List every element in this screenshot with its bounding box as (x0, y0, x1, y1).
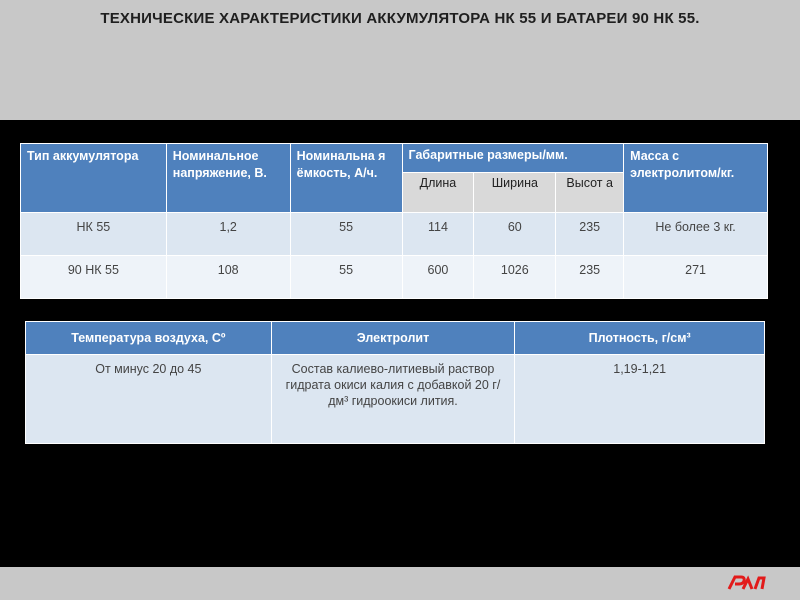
table-header-row (26, 322, 765, 355)
table-cell: 600 (402, 256, 474, 299)
table-cell: 55 (290, 256, 402, 299)
table-cell: От минус 20 до 45 (26, 355, 272, 444)
header-temperature: Температура воздуха, Сº (26, 322, 272, 355)
subheader-height: Высот а (556, 173, 624, 213)
table-cell: 1,19-1,21 (515, 355, 765, 444)
table-row (21, 256, 768, 299)
footer-band (0, 567, 800, 600)
table-row (26, 355, 765, 444)
table-header-row (21, 144, 768, 173)
table-cell: 235 (556, 213, 624, 256)
subheader-length: Длина (402, 173, 474, 213)
header-capacity: Номинальна я ёмкость, А/ч. (290, 144, 402, 213)
header-dimensions: Габаритные размеры/мм. (402, 144, 624, 173)
table-cell: 90 НК 55 (21, 256, 167, 299)
table-cell: 55 (290, 213, 402, 256)
table-cell: 271 (624, 256, 768, 299)
header-band (0, 0, 800, 120)
header-mass: Масса с электролитом/кг. (624, 144, 768, 213)
subheader-width: Ширина (474, 173, 556, 213)
electrolyte-table (25, 321, 765, 444)
table-cell: 114 (402, 213, 474, 256)
table-row (21, 213, 768, 256)
table-cell: 60 (474, 213, 556, 256)
rzd-logo-icon (726, 574, 768, 592)
table-cell: 235 (556, 256, 624, 299)
header-type: Тип аккумулятора (21, 144, 167, 213)
table-cell: 1,2 (166, 213, 290, 256)
table-cell: Не более 3 кг. (624, 213, 768, 256)
header-electrolyte: Электролит (271, 322, 515, 355)
battery-specs-table (20, 143, 768, 299)
table-cell: 108 (166, 256, 290, 299)
table-cell: НК 55 (21, 213, 167, 256)
slide-title: ТЕХНИЧЕСКИЕ ХАРАКТЕРИСТИКИ АККУМУЛЯТОРА НК 55 И БАТАРЕИ 90 НК 55. (100, 10, 700, 27)
table-cell: 1026 (474, 256, 556, 299)
header-density: Плотность, г/см³ (515, 322, 765, 355)
table-cell: Состав калиево-литиевый раствор гидрата окиси калия с добавкой 20 г/дм³ гидроокиси лития. (271, 355, 515, 444)
header-voltage: Номинальное напряжение, В. (166, 144, 290, 213)
